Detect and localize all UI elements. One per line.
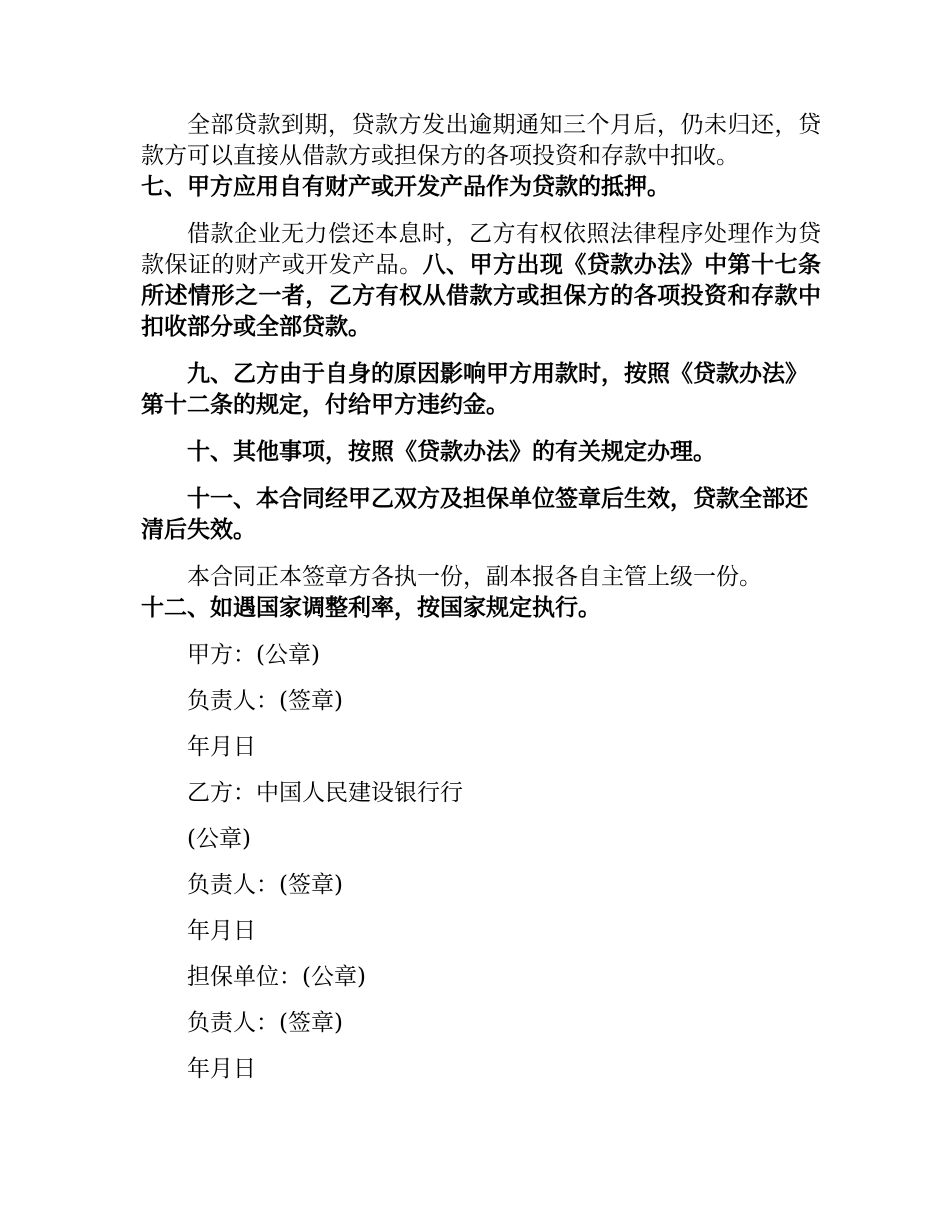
clause-10-heading: 十、其他事项，按照《贷款办法》的有关规定办理。 [187, 439, 716, 465]
paragraph-overdue-collection: 全部贷款到期，贷款方发出逾期通知三个月后，仍未归还，贷款方可以直接从借款方或担保方的各项投资和存款中扣收。 [141, 112, 821, 169]
party-a-date: 年月日 [187, 734, 256, 760]
paragraph-clause-7-8 [141, 219, 821, 343]
party-b-date: 年月日 [187, 918, 256, 944]
clause-8-heading: 八、甲方出现《贷款办法》中第十七条所述情形之一者，乙方有权从借款方或担保方的各项投资和存款中扣收部分或全部贷款。 [141, 252, 822, 340]
party-b-label: 乙方：中国人民建设银行行 [187, 780, 463, 806]
clause-9-heading: 九、乙方由于自身的原因影响甲方用款时，按照《贷款办法》第十二条的规定，付给甲方违约金。 [141, 361, 808, 418]
party-a-rep: 负责人：(签章) [187, 688, 343, 714]
signature-block [141, 640, 821, 1085]
paragraph-copies: 本合同正本签章方各执一份，副本报各自主管上级一份。 [187, 564, 762, 590]
clause-12-heading: 十二、如遇国家调整利率，按国家规定执行。 [141, 595, 601, 621]
guarantor-date: 年月日 [187, 1056, 256, 1082]
party-a-label: 甲方：(公章) [187, 642, 320, 668]
document-page [141, 110, 821, 1100]
guarantor-label: 担保单位：(公章) [187, 964, 366, 990]
clause-7-body: 借款企业无力偿还本息时，乙方有权依照法律程序处理作为贷款保证的财产或开发产品。 [141, 221, 821, 278]
clause-7-heading: 七、甲方应用自有财产或开发产品作为贷款的抵押。 [141, 174, 670, 200]
party-b-rep: 负责人：(签章) [187, 872, 343, 898]
party-b-seal: (公章) [187, 826, 251, 852]
guarantor-rep: 负责人：(签章) [187, 1010, 343, 1036]
clause-11-heading: 十一、本合同经甲乙双方及担保单位签章后生效，贷款全部还清后失效。 [141, 486, 808, 543]
